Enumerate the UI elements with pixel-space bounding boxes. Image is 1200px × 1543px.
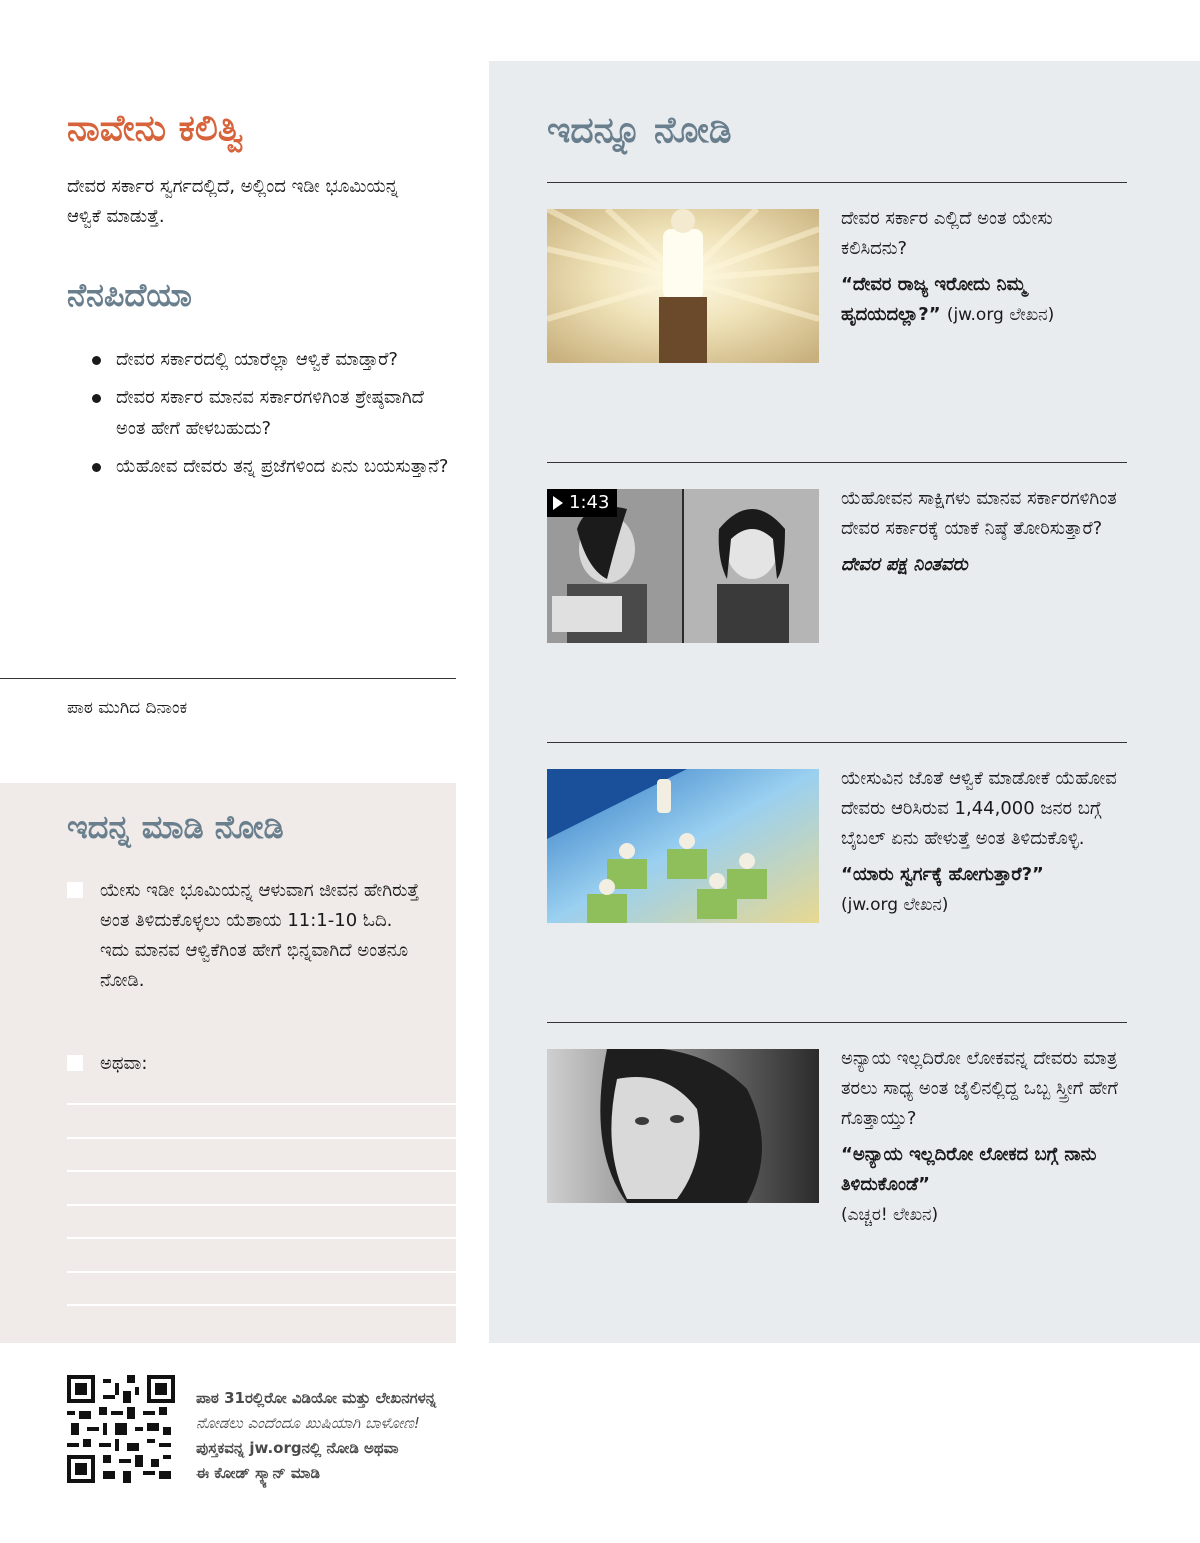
writing-line[interactable]: [67, 1204, 456, 1206]
item-title-text[interactable]: “ಯಾರು ಸ್ವರ್ಗಕ್ಕೆ ಹೋಗುತ್ತಾರೆ?”: [841, 864, 1044, 885]
learned-summary: ದೇವರ ಸರ್ಕಾರ ಸ್ವರ್ಗದಲ್ಲಿದೆ, ಅಲ್ಲಿಂದ ಇಡೀ ಭೂಮಿಯನ್ನ ಆಳ್ವಿಕೆ ಮಾಡುತ್ತೆ.: [67, 176, 399, 227]
footer-line: ಈ ಕೋಡ್ ಸ್ಕ್ಯಾನ್ ಮಾಡಿ: [196, 1464, 320, 1482]
task-item: [67, 1049, 427, 1079]
writing-lines[interactable]: [67, 1103, 456, 1338]
item-description: ಯೇಸುವಿನ ಜೊತೆ ಆಳ್ವಿಕೆ ಮಾಡೋಕೆ ಯೆಹೋವ ದೇವರು ಆರಿಸಿರುವ 1,44,000 ಜನರ ಬಗ್ಗೆ ಬೈಬಲ್ ಏನು ಹೇಳುತ್ತೆ ಅಂತ ತಿಳಿದುಕೊಳ್ಳಿ.: [841, 768, 1117, 849]
item-description: ಅನ್ಯಾಯ ಇಲ್ಲದಿರೋ ಲೋಕವನ್ನ ದೇವರು ಮಾತ್ರ ತರಲು ಸಾಧ್ಯ ಅಂತ ಜೈಲಿನಲ್ಲಿದ್ದ ಒಬ್ಬ ಸ್ತ್ರೀಗೆ ಹೇಗೆ ಗೊತ್ತಾಯ್ತು?: [841, 1048, 1118, 1129]
item-title[interactable]: ದೇವರ ಪಕ್ಷ ನಿಂತವರು: [841, 554, 968, 575]
completion-date-line[interactable]: [0, 678, 456, 679]
book-title: ನೋಡಲು ಎಂದೆಂದೂ ಖುಷಿಯಾಗಿ ಬಾಳೋಣ!: [196, 1414, 420, 1432]
heavenly-rulers-image[interactable]: [547, 769, 819, 923]
divider: [547, 1022, 1127, 1023]
item-description: ದೇವರ ಸರ್ಕಾರ ಎಲ್ಲಿದೆ ಅಂತ ಯೇಸು ಕಲಿಸಿದನು?: [841, 208, 1053, 259]
footer-note: [196, 1386, 556, 1486]
review-questions: [92, 344, 452, 489]
item-source: (jw.org ಲೇಖನ): [841, 895, 949, 915]
woman-portrait-image[interactable]: [547, 1049, 819, 1203]
item-source: (jw.org ಲೇಖನ): [946, 305, 1055, 325]
divider: [547, 742, 1127, 743]
see-also-item[interactable]: [841, 1044, 1121, 1230]
item-title[interactable]: [841, 270, 1121, 330]
item-description: ಯೆಹೋವನ ಸಾಕ್ಷಿಗಳು ಮಾನವ ಸರ್ಕಾರಗಳಿಗಿಂತ ದೇವರ ಸರ್ಕಾರಕ್ಕೆ ಯಾಕೆ ನಿಷ್ಠೆ ತೋರಿಸುತ್ತಾರೆ?: [841, 488, 1117, 539]
item-source: (ಎಚ್ಚರ! ಲೇಖನ): [841, 1205, 939, 1225]
task-checkbox[interactable]: [67, 1055, 83, 1071]
task-checkbox[interactable]: [67, 882, 83, 898]
task-item: [67, 876, 427, 996]
try-this-heading: ಇದನ್ನ ಮಾಡಿ ನೋಡಿ: [67, 808, 284, 846]
divider: [547, 182, 1127, 183]
remember-heading: ನೆನಪಿದೆಯಾ: [67, 276, 192, 314]
see-also-item[interactable]: [841, 484, 1121, 580]
item-title[interactable]: [841, 1140, 1121, 1230]
see-also-heading: ಇದನ್ನೂ ನೋಡಿ: [547, 110, 732, 151]
writing-line[interactable]: [67, 1304, 456, 1306]
glowing-man-image[interactable]: [547, 209, 819, 363]
writing-line[interactable]: [67, 1103, 456, 1105]
video-duration-badge[interactable]: [547, 489, 617, 517]
review-question: ಯೆಹೋವ ದೇವರು ತನ್ನ ಪ್ರಜೆಗಳಿಂದ ಏನು ಬಯಸುತ್ತಾನೆ?: [92, 451, 452, 482]
footer-line: ಪುಸ್ತಕವನ್ನ jw.orgನಲ್ಲಿ ನೋಡಿ ಅಥವಾ: [196, 1439, 399, 1457]
task-text: ಅಥವಾ:: [100, 1053, 148, 1074]
play-icon: [553, 496, 563, 510]
review-question: ದೇವರ ಸರ್ಕಾರ ಮಾನವ ಸರ್ಕಾರಗಳಿಗಿಂತ ಶ್ರೇಷ್ಠವಾಗಿದೆ ಅಂತ ಹೇಗೆ ಹೇಳಬಹುದು?: [92, 382, 452, 444]
footer-line: ಪಾಠ 31ರಲ್ಲಿರೋ ವಿಡಿಯೋ ಮತ್ತು ಲೇಖನಗಳನ್ನ: [196, 1389, 437, 1407]
review-question: ದೇವರ ಸರ್ಕಾರದಲ್ಲಿ ಯಾರೆಲ್ಲಾ ಆಳ್ವಿಕೆ ಮಾಡ್ತಾರೆ?: [92, 344, 452, 375]
writing-line[interactable]: [67, 1237, 456, 1239]
item-title-text[interactable]: “ದೇವರ ರಾಜ್ಯ ಇರೋದು ನಿಮ್ಮ ಹೃದಯದಲ್ಲಾ?”: [841, 274, 1027, 325]
task-text: ಯೇಸು ಇಡೀ ಭೂಮಿಯನ್ನ ಆಳುವಾಗ ಜೀವನ ಹೇಗಿರುತ್ತೆ ಅಂತ ತಿಳಿದುಕೊಳ್ಳಲು ಯೆಶಾಯ 11:1-10 ಓದಿ. ಇದು ಮಾನವ ಆಳ್ವಿಕೆಗಿಂತ ಹೇಗೆ ಭಿನ್ನವಾಗಿದೆ ಅಂತನೂ ನೋಡಿ.: [100, 880, 420, 991]
see-also-item[interactable]: [841, 204, 1121, 330]
completion-date-label: ಪಾಠ ಮುಗಿದ ದಿನಾಂಕ: [67, 698, 188, 718]
item-title-text[interactable]: “ಅನ್ಯಾಯ ಇಲ್ಲದಿರೋ ಲೋಕದ ಬಗ್ಗೆ ನಾನು ತಿಳಿದುಕೊಂಡೆ”: [841, 1144, 1097, 1195]
writing-line[interactable]: [67, 1271, 456, 1273]
item-title[interactable]: [841, 860, 1121, 920]
qr-code[interactable]: [67, 1375, 175, 1483]
see-also-item[interactable]: [841, 764, 1121, 920]
prisoner-photo-image[interactable]: [547, 489, 819, 643]
divider: [547, 462, 1127, 463]
writing-line[interactable]: [67, 1170, 456, 1172]
learned-heading: ನಾವೇನು ಕಲಿತ್ವಿ: [67, 108, 244, 149]
video-duration: 1:43: [569, 492, 610, 513]
writing-line[interactable]: [67, 1137, 456, 1139]
